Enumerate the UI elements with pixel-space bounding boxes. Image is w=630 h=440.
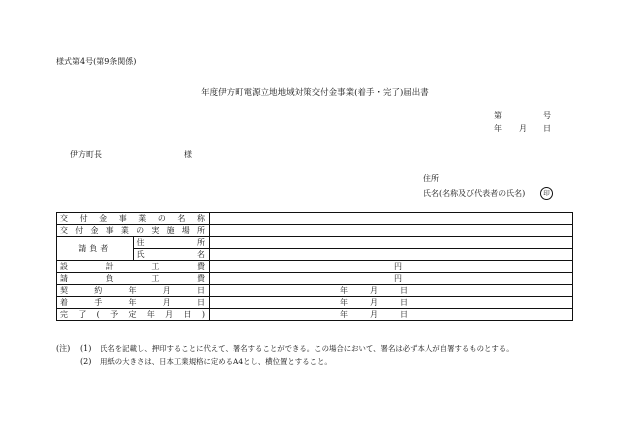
- project-name-value[interactable]: [210, 213, 573, 225]
- application-table: [56, 212, 573, 321]
- month-mark: 月: [370, 309, 378, 319]
- table-row: [57, 249, 573, 261]
- month-mark: 月: [370, 285, 378, 295]
- table-row: [57, 225, 573, 237]
- design-cost-value[interactable]: [210, 261, 573, 273]
- day-mark: 日: [400, 297, 408, 307]
- contractor-name-value[interactable]: [210, 249, 573, 261]
- month-mark: 月: [370, 297, 378, 307]
- recipient-honorific: 様: [184, 150, 192, 159]
- day-mark: 日: [400, 309, 408, 319]
- start-date-value[interactable]: [210, 297, 573, 309]
- form-number: 様式第4号(第9条関係): [56, 57, 137, 66]
- contract-date-label: 契約年月日: [57, 285, 210, 297]
- seal-mark: 印: [540, 187, 553, 200]
- ref-dai: 第: [494, 111, 502, 120]
- document-title: 年度伊方町電源立地地域対策交付金事業(着手・完了)届出書: [201, 88, 429, 98]
- table-row: [57, 213, 573, 225]
- note-2-text: 用紙の大きさは、日本工業規格に定めるA4とし、横位置とすること。: [100, 357, 332, 366]
- yen-unit: 円: [394, 273, 402, 283]
- contract-cost-label: 請負工費: [57, 273, 210, 285]
- note-2-number: (2): [80, 357, 92, 366]
- note-1-text: 氏名を記載し、押印することに代えて、署名することができる。この場合において、署名は必ず本人が自署するものとする。: [100, 344, 514, 353]
- table-row: [57, 261, 573, 273]
- project-location-label: 交付金事業の実施場所: [57, 225, 210, 237]
- project-name-label: 交付金事業の名称: [57, 213, 210, 225]
- contractor-address-label: 住所: [133, 237, 210, 249]
- contractor-name-label: 氏名: [133, 249, 210, 261]
- table-row: [57, 273, 573, 285]
- year-mark: 年: [340, 297, 348, 307]
- day-mark: 日: [400, 285, 408, 295]
- notes-label: (注): [56, 344, 71, 353]
- ref-day: 日: [543, 124, 551, 133]
- year-mark: 年: [340, 309, 348, 319]
- completion-date-value[interactable]: [210, 309, 573, 321]
- project-location-value[interactable]: [210, 225, 573, 237]
- year-mark: 年: [340, 285, 348, 295]
- table-row: [57, 309, 573, 321]
- address-label: 住所: [423, 174, 439, 183]
- completion-date-label: 完了(予定年月日): [57, 309, 210, 321]
- ref-year: 年: [494, 124, 502, 133]
- contract-cost-value[interactable]: [210, 273, 573, 285]
- start-date-label: 着手年月日: [57, 297, 210, 309]
- design-cost-label: 設計工費: [57, 261, 210, 273]
- table-row: [57, 237, 573, 249]
- ref-go: 号: [543, 111, 551, 120]
- contract-date-value[interactable]: [210, 285, 573, 297]
- table-row: [57, 297, 573, 309]
- note-1-number: (1): [80, 344, 92, 353]
- contractor-address-value[interactable]: [210, 237, 573, 249]
- contractor-label: 請負者: [57, 237, 134, 261]
- ref-month: 月: [519, 124, 527, 133]
- yen-unit: 円: [394, 261, 402, 271]
- applicant-name-label: 氏名(名称及び代表者の氏名): [423, 189, 526, 198]
- table-row: [57, 285, 573, 297]
- recipient-name: 伊方町長: [70, 150, 102, 159]
